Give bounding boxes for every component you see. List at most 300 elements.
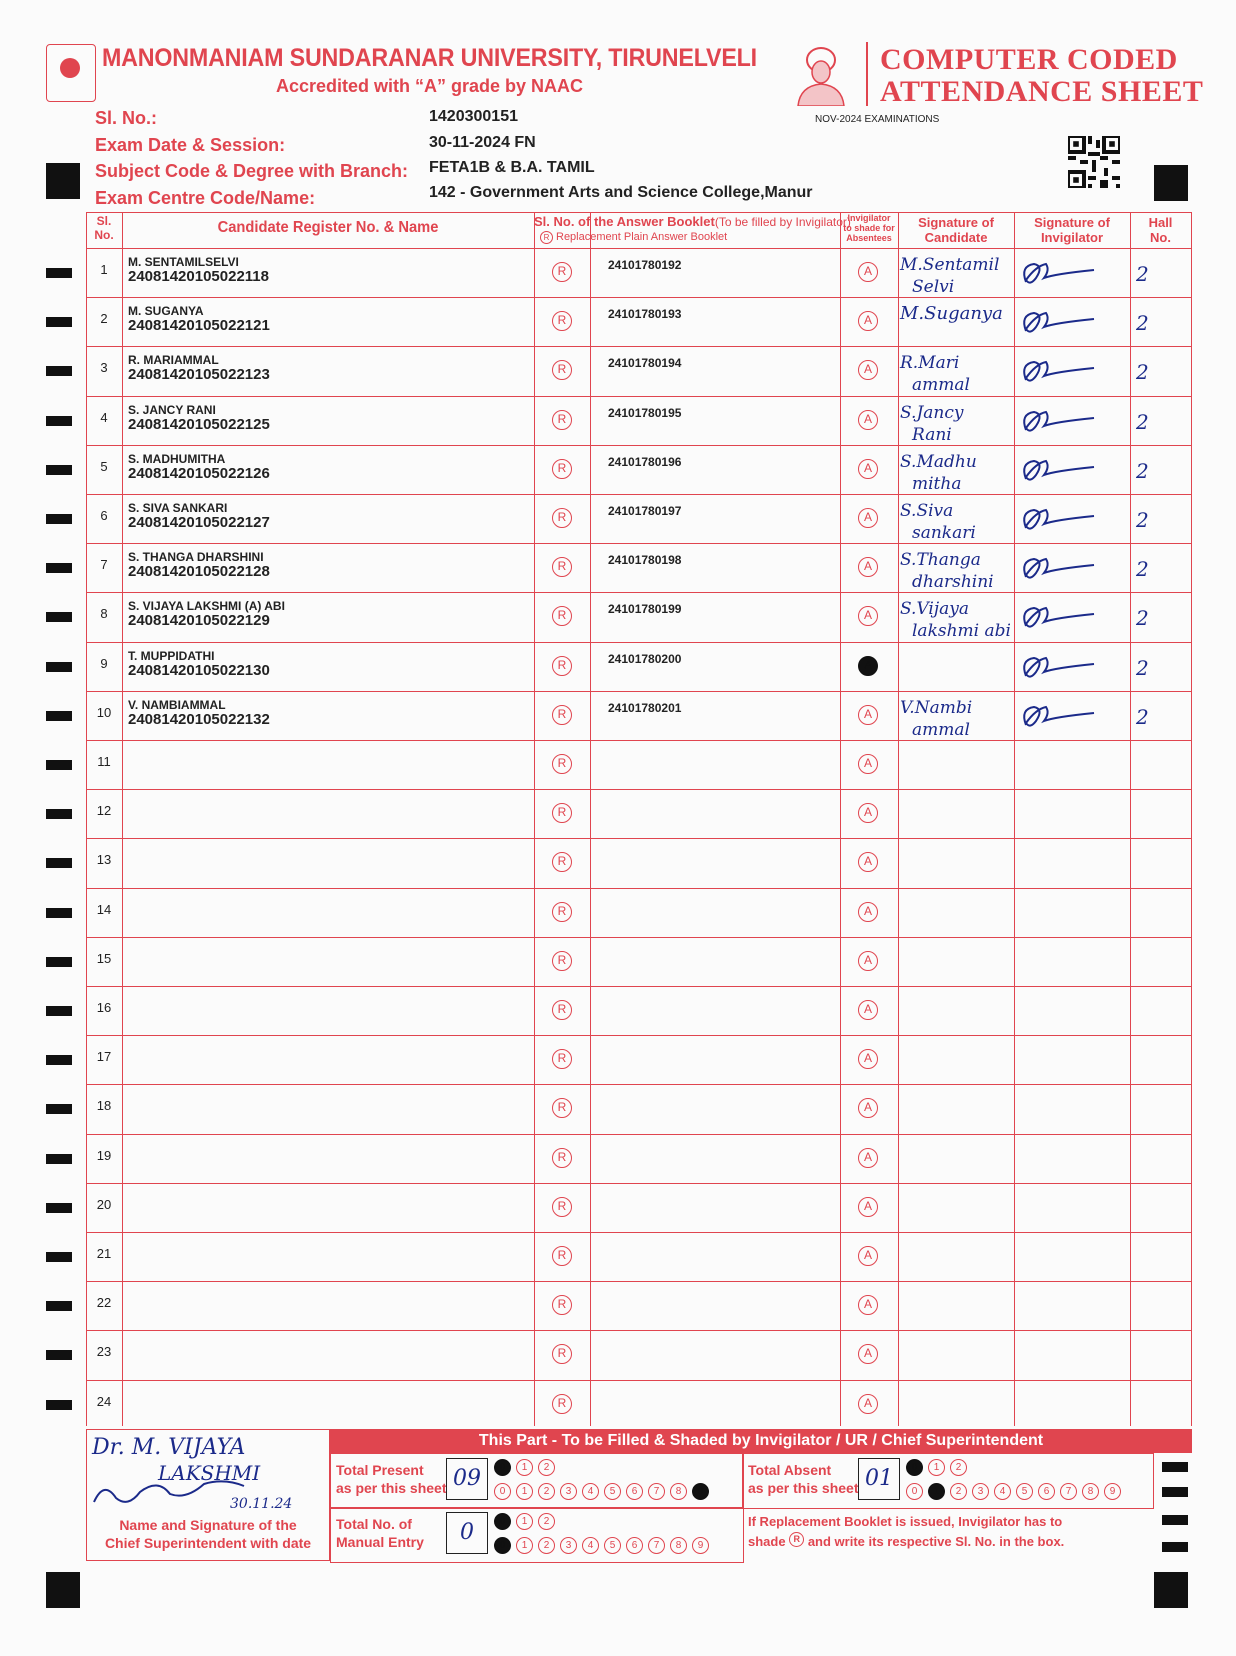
booklet-number[interactable]: 24101780199	[608, 602, 682, 617]
row-serial: 2	[100, 311, 108, 327]
replacement-bubble[interactable]: R	[552, 1148, 572, 1168]
candidate-signature	[898, 791, 1010, 837]
invigilator-initials	[1008, 447, 1118, 493]
invigilator-signature	[1008, 299, 1118, 345]
replacement-bubble[interactable]: R	[552, 360, 572, 380]
replacement-bubble[interactable]: R	[552, 606, 572, 626]
total-absent-tens-bubbles[interactable]	[906, 1459, 972, 1477]
invigilator-signature	[1008, 1185, 1118, 1231]
absent-bubble[interactable]: A	[858, 410, 878, 430]
candidate-signature	[898, 299, 1010, 345]
digit-bubble[interactable]: 5	[604, 1483, 621, 1500]
candidate-signature	[898, 1234, 1010, 1280]
replacement-bubble[interactable]: R	[552, 311, 572, 331]
replacement-bubble[interactable]: R	[552, 262, 572, 282]
absent-bubble[interactable]: A	[858, 459, 878, 479]
invigilator-initials	[1008, 398, 1118, 444]
replacement-bubble[interactable]: R	[552, 1098, 572, 1118]
signature-line-1: S.Siva	[900, 501, 954, 521]
table-row	[86, 543, 1192, 592]
replacement-bubble[interactable]: R	[552, 656, 572, 676]
timing-mark	[46, 809, 72, 819]
absent-bubble[interactable]: A	[858, 311, 878, 331]
table-row	[86, 789, 1192, 838]
digit-bubble[interactable]: 1	[516, 1483, 533, 1500]
candidate-signature	[898, 545, 1010, 591]
candidate-signature	[898, 348, 1010, 394]
digit-bubble[interactable]: 1	[516, 1513, 533, 1530]
row-serial: 23	[96, 1344, 112, 1360]
timing-mark	[46, 1252, 72, 1262]
absent-bubble[interactable]: A	[858, 902, 878, 922]
invigilator-signature	[1008, 1136, 1118, 1182]
hall-number: 2	[1136, 311, 1149, 336]
digit-bubble[interactable]: 1	[928, 1483, 945, 1500]
digit-bubble[interactable]: 7	[648, 1537, 665, 1554]
table-row	[86, 592, 1192, 641]
candidate-signature	[898, 1382, 1010, 1428]
invigilator-signature	[1008, 348, 1118, 394]
replacement-bubble[interactable]: R	[552, 705, 572, 725]
timing-mark	[1162, 1462, 1188, 1472]
replacement-bubble[interactable]: R	[552, 1246, 572, 1266]
invigilator-signature	[1008, 250, 1118, 296]
replacement-bubble[interactable]: R	[552, 951, 572, 971]
hall-number: 2	[1136, 557, 1149, 582]
candidate-name: S. VIJAYA LAKSHMI (A) ABI	[128, 599, 285, 614]
total-absent-value[interactable]: 01	[858, 1458, 900, 1500]
register-number: 24081420105022118	[128, 268, 269, 285]
candidate-name: T. MUPPIDATHI	[128, 648, 215, 663]
row-serial: 22	[96, 1295, 112, 1311]
registration-mark	[1154, 1572, 1188, 1608]
invigilator-initials	[1008, 693, 1118, 739]
digit-bubble[interactable]: 6	[1038, 1483, 1055, 1500]
register-number: 24081420105022126	[128, 464, 270, 482]
absent-bubble[interactable]: A	[858, 1197, 878, 1217]
timing-mark	[46, 1154, 72, 1164]
invigilator-initials	[1008, 348, 1118, 394]
total-present-tens-bubbles[interactable]	[494, 1459, 560, 1477]
candidate-signature	[898, 1037, 1010, 1083]
invigilator-signature	[1008, 594, 1118, 640]
invigilator-signature	[1008, 939, 1118, 985]
register-number: 24081420105022123	[128, 366, 270, 384]
candidate-signature	[898, 644, 1010, 690]
candidate-signature	[898, 594, 1010, 640]
replacement-bubble[interactable]: R	[552, 1295, 572, 1315]
timing-mark	[46, 908, 72, 918]
digit-bubble[interactable]: 6	[626, 1537, 643, 1554]
row-serial: 24	[96, 1393, 112, 1409]
col-header-hall: Hall No.	[1148, 215, 1173, 245]
digit-bubble[interactable]: 9	[1104, 1483, 1121, 1500]
digit-bubble[interactable]: 7	[1060, 1483, 1077, 1500]
manual-entry-units-bubbles[interactable]	[494, 1537, 714, 1555]
absent-bubble[interactable]: A	[858, 1246, 878, 1266]
candidate-signature	[898, 1086, 1010, 1132]
digit-bubble[interactable]: 2	[538, 1513, 555, 1530]
digit-bubble[interactable]: 4	[582, 1483, 599, 1500]
digit-bubble[interactable]: 9	[692, 1537, 709, 1554]
row-serial: 18	[96, 1098, 112, 1114]
candidate-signature	[898, 840, 1010, 886]
exam-date-value: 30-11-2024 FN	[429, 134, 536, 151]
candidate-signature	[898, 1136, 1010, 1182]
invigilator-signature	[1008, 398, 1118, 444]
digit-bubble[interactable]: 3	[560, 1537, 577, 1554]
row-serial: 10	[96, 704, 112, 720]
hall-number: 2	[1136, 606, 1149, 631]
signature-line-1: V.Nambi	[900, 697, 973, 718]
booklet-number[interactable]: 24101780200	[608, 651, 682, 666]
absent-bubble[interactable]: A	[858, 1344, 878, 1364]
table-row	[86, 248, 1192, 297]
absent-bubble[interactable]: A	[858, 803, 878, 823]
replacement-bubble[interactable]: R	[552, 1344, 572, 1364]
timing-mark	[46, 563, 72, 573]
candidate-name: M. SUGANYA	[128, 304, 204, 319]
digit-bubble[interactable]: 1	[928, 1459, 945, 1476]
digit-bubble[interactable]: 3	[972, 1483, 989, 1500]
digit-bubble[interactable]: 4	[582, 1537, 599, 1554]
registration-mark	[1154, 165, 1188, 201]
col-header-replacement: R Replacement Plain Answer Booklet	[540, 231, 760, 244]
candidate-name: S. JANCY RANI	[128, 402, 216, 417]
serial-number-label: Sl. No.:	[95, 108, 157, 128]
invigilator-signature	[1008, 545, 1118, 591]
replacement-bubble[interactable]: R	[552, 1000, 572, 1020]
absent-bubble[interactable]: A	[858, 1394, 878, 1414]
absent-bubble[interactable]: A	[858, 1000, 878, 1020]
replacement-bubble[interactable]: R	[552, 508, 572, 528]
invigilator-signature	[1008, 840, 1118, 886]
hall-number: 2	[1136, 409, 1149, 434]
register-number: 24081420105022128	[128, 563, 270, 581]
candidate-signature	[898, 1185, 1010, 1231]
qr-code-icon	[1068, 136, 1120, 188]
absent-bubble[interactable]: A	[858, 1098, 878, 1118]
digit-bubble[interactable]: 2	[538, 1537, 555, 1554]
digit-bubble[interactable]: 1	[516, 1537, 533, 1554]
table-row	[86, 740, 1192, 789]
replacement-note: If Replacement Booklet is issued, Invigilator has to shade R and write its respective Sl. No. in the box.	[748, 1514, 1065, 1549]
col-header-booklet: Sl. No. of the Answer Booklet(To be filled by Invigilator)	[534, 214, 851, 229]
row-serial: 17	[96, 1049, 112, 1065]
hall-number: 2	[1136, 655, 1149, 680]
digit-bubble[interactable]: 5	[604, 1537, 621, 1554]
founder-portrait-icon	[792, 44, 850, 106]
total-present-label: Total Present as per this sheet	[336, 1462, 447, 1496]
col-header-invigilator-signature: Signature of Invigilator	[1034, 215, 1110, 245]
booklet-number[interactable]: 24101780195	[608, 405, 682, 420]
register-number: 24081420105022129	[128, 612, 270, 630]
absent-bubble[interactable]: A	[858, 1148, 878, 1168]
timing-mark	[46, 711, 72, 721]
timing-mark	[46, 612, 72, 622]
row-serial: 12	[96, 803, 112, 819]
row-serial: 5	[100, 458, 108, 474]
replacement-bubble[interactable]: R	[552, 557, 572, 577]
registration-mark	[46, 163, 80, 199]
table-row	[86, 986, 1192, 1035]
timing-mark	[1162, 1515, 1188, 1525]
signature-line-1: S.Jancy	[900, 402, 964, 423]
timing-mark	[46, 514, 72, 524]
digit-bubble[interactable]: 4	[994, 1483, 1011, 1500]
absent-bubble[interactable]: A	[858, 754, 878, 774]
total-present-value[interactable]: 09	[446, 1458, 488, 1500]
absent-bubble[interactable]: A	[858, 1049, 878, 1069]
invigilator-signature	[1008, 988, 1118, 1034]
register-number: 24081420105022121	[128, 317, 270, 335]
timing-mark	[46, 1203, 72, 1213]
replacement-bubble[interactable]: R	[552, 803, 572, 823]
manual-entry-label: Total No. of Manual Entry	[336, 1516, 424, 1550]
booklet-number[interactable]: 24101780201	[608, 700, 682, 715]
absent-bubble[interactable]: A	[858, 360, 878, 380]
signature-line-2: lakshmi abi	[912, 621, 1010, 641]
svg-text:LAKSHMI: LAKSHMI	[158, 1461, 261, 1485]
table-row	[86, 1134, 1192, 1183]
invigilator-signature	[1008, 644, 1118, 690]
signature-line-1: M.Suganya	[900, 303, 1003, 325]
row-serial: 3	[100, 360, 108, 376]
hall-number: 2	[1136, 360, 1149, 385]
digit-bubble[interactable]: 6	[626, 1483, 643, 1500]
absent-bubble[interactable]: A	[858, 262, 878, 282]
table-row	[86, 1183, 1192, 1232]
total-absent-label: Total Absent as per this sheet	[748, 1462, 859, 1496]
timing-mark	[46, 465, 72, 475]
header-divider	[866, 42, 868, 106]
invigilator-signature	[1008, 1382, 1118, 1428]
timing-mark	[46, 1006, 72, 1016]
row-serial: 14	[96, 901, 112, 917]
digit-bubble[interactable]: 3	[560, 1483, 577, 1500]
absent-bubble[interactable]: A	[858, 557, 878, 577]
replacement-bubble[interactable]: R	[552, 852, 572, 872]
hall-number: 2	[1136, 262, 1149, 286]
candidate-signature	[898, 1283, 1010, 1329]
digit-bubble[interactable]: 0	[494, 1513, 511, 1530]
hall-number: 2	[1136, 458, 1149, 483]
invigilator-signature	[1008, 742, 1118, 788]
signature-line-2: mitha	[912, 473, 962, 493]
candidate-signature	[898, 693, 1010, 739]
table-row	[86, 1330, 1192, 1379]
register-number: 24081420105022132	[128, 710, 270, 728]
registration-mark	[46, 1572, 80, 1608]
timing-mark	[1162, 1487, 1188, 1497]
candidate-name: S. SIVA SANKARI	[128, 501, 228, 515]
register-number: 24081420105022127	[128, 514, 270, 531]
invigilator-signature	[1008, 1086, 1118, 1132]
digit-bubble[interactable]: 0	[494, 1459, 511, 1476]
manual-entry-value[interactable]: 0	[446, 1512, 488, 1554]
col-header-absent: Invigilator to shade for Absentees	[843, 213, 895, 243]
digit-bubble[interactable]: 8	[670, 1537, 687, 1554]
table-row	[86, 691, 1192, 740]
digit-bubble[interactable]: 0	[906, 1459, 923, 1476]
digit-bubble[interactable]: 2	[950, 1459, 967, 1476]
exam-centre-value: 142 - Government Arts and Science College,Manur	[429, 184, 813, 201]
candidate-signature	[898, 398, 1010, 444]
timing-mark	[46, 416, 72, 426]
candidate-signature	[898, 447, 1010, 493]
absent-bubble[interactable]: A	[858, 1295, 878, 1315]
table-row	[86, 1035, 1192, 1084]
booklet-number[interactable]: 24101780193	[608, 307, 682, 322]
timing-mark	[1162, 1542, 1188, 1552]
digit-bubble[interactable]: 8	[1082, 1483, 1099, 1500]
timing-mark	[46, 662, 72, 672]
invigilator-signature	[1008, 447, 1118, 493]
register-number: 24081420105022125	[128, 415, 270, 433]
timing-mark	[46, 1350, 72, 1360]
digit-bubble[interactable]: 0	[906, 1483, 923, 1500]
replacement-bubble[interactable]: R	[552, 1394, 572, 1414]
absent-bubble[interactable]: A	[858, 951, 878, 971]
subject-code-value: FETA1B & B.A. TAMIL	[429, 159, 595, 176]
chief-superintendent-label: Name and Signature of the Chief Superintendent with date	[104, 1517, 312, 1551]
table-row	[86, 838, 1192, 887]
row-serial: 9	[100, 655, 108, 671]
signature-line-2: sankari	[912, 523, 976, 542]
digit-bubble[interactable]: 7	[648, 1483, 665, 1500]
digit-bubble[interactable]: 9	[692, 1483, 709, 1500]
table-row	[86, 1084, 1192, 1133]
candidate-signature	[898, 742, 1010, 788]
candidate-name: R. MARIAMMAL	[128, 353, 219, 368]
digit-bubble[interactable]: 0	[494, 1537, 511, 1554]
booklet-number[interactable]: 24101780196	[608, 454, 682, 469]
timing-mark	[46, 317, 72, 327]
booklet-number[interactable]: 24101780197	[608, 504, 682, 518]
table-row	[86, 888, 1192, 937]
col-header-sl: Sl. No.	[94, 214, 114, 242]
digit-bubble[interactable]: 2	[538, 1459, 555, 1476]
timing-mark	[46, 1301, 72, 1311]
total-absent-units-bubbles[interactable]	[906, 1483, 1126, 1501]
candidate-signature	[898, 890, 1010, 936]
replacement-bubble[interactable]: R	[552, 754, 572, 774]
invigilator-signature	[1008, 1234, 1118, 1280]
exam-session-label: NOV-2024 EXAMINATIONS	[815, 114, 940, 125]
svg-text:30.11.24: 30.11.24	[230, 1496, 293, 1512]
replacement-bubble[interactable]: R	[552, 410, 572, 430]
table-row	[86, 1281, 1192, 1330]
table-row	[86, 346, 1192, 395]
digit-bubble[interactable]: 2	[950, 1483, 967, 1500]
signature-line-1: S.Thanga	[900, 550, 981, 571]
manual-entry-tens-bubbles[interactable]	[494, 1513, 560, 1531]
invigilator-signature	[1008, 890, 1118, 936]
total-present-units-bubbles[interactable]	[494, 1483, 714, 1501]
booklet-number[interactable]: 24101780192	[608, 258, 682, 272]
replacement-bubble[interactable]: R	[552, 1197, 572, 1217]
digit-bubble[interactable]: 2	[538, 1483, 555, 1500]
candidate-signature	[898, 250, 1010, 296]
signature-line-2: Selvi	[912, 277, 955, 296]
timing-mark	[46, 268, 72, 278]
row-serial: 4	[100, 409, 108, 425]
university-logo	[46, 44, 96, 102]
signature-line-1: S.Madhu	[900, 451, 977, 472]
absent-bubble[interactable]: A	[858, 705, 878, 725]
booklet-number[interactable]: 24101780198	[608, 553, 682, 568]
signature-line-1: M.Sentamil	[900, 255, 1000, 275]
candidate-name: S. MADHUMITHA	[128, 451, 226, 466]
col-header-candidate: Candidate Register No. & Name	[217, 219, 439, 236]
digit-bubble[interactable]: 5	[1016, 1483, 1033, 1500]
absent-bubble[interactable]: A	[858, 852, 878, 872]
digit-bubble[interactable]: 1	[516, 1459, 533, 1476]
university-name: MANONMANIAM SUNDARANAR UNIVERSITY, TIRUNELVELI	[102, 44, 757, 72]
invigilator-initials	[1008, 594, 1118, 640]
row-serial: 13	[96, 852, 112, 868]
register-number: 24081420105022130	[128, 661, 270, 679]
signature-line-2: Rani	[912, 424, 952, 444]
timing-mark	[46, 1400, 72, 1410]
invigilator-signature	[1008, 1332, 1118, 1378]
invigilator-initials	[1008, 644, 1118, 690]
timing-mark	[46, 760, 72, 770]
absent-bubble[interactable]: A	[858, 508, 878, 528]
signature-line-2: dharshini	[912, 572, 994, 592]
candidate-signature	[898, 1332, 1010, 1378]
row-serial: 16	[96, 1000, 112, 1015]
invigilator-initials	[1008, 545, 1118, 591]
table-row	[86, 1380, 1192, 1429]
replacement-bubble[interactable]: R	[552, 459, 572, 479]
digit-bubble[interactable]: 0	[494, 1483, 511, 1500]
table-row	[86, 1232, 1192, 1281]
row-serial: 11	[97, 754, 111, 769]
hall-number: 2	[1136, 508, 1149, 532]
candidate-signature	[898, 939, 1010, 985]
serial-number-value: 1420300151	[429, 108, 518, 125]
accreditation-text: Accredited with “A” grade by NAAC	[276, 76, 584, 96]
row-serial: 1	[100, 262, 108, 277]
invigilator-signature	[1008, 496, 1118, 542]
replacement-bubble[interactable]: R	[552, 902, 572, 922]
row-serial: 8	[100, 606, 108, 622]
replacement-bubble[interactable]: R	[552, 1049, 572, 1069]
row-serial: 7	[100, 557, 108, 573]
invigilator-signature	[1008, 1037, 1118, 1083]
table-row	[86, 445, 1192, 494]
signature-line-1: S.Vijaya	[900, 599, 970, 620]
invigilator-signature	[1008, 693, 1118, 739]
digit-bubble[interactable]: 8	[670, 1483, 687, 1500]
row-serial: 19	[96, 1147, 112, 1163]
sheet-title: COMPUTER CODED ATTENDANCE SHEET	[880, 43, 1204, 108]
svg-text:Dr. M. VIJAYA: Dr. M. VIJAYA	[92, 1435, 246, 1460]
exam-centre-label: Exam Centre Code/Name:	[95, 188, 316, 208]
signature-line-2: ammal	[912, 375, 970, 395]
timing-mark	[46, 1104, 72, 1114]
row-serial: 20	[96, 1196, 112, 1212]
absent-bubble[interactable]: A	[858, 656, 878, 676]
absent-bubble[interactable]: A	[858, 606, 878, 626]
candidate-name: S. THANGA DHARSHINI	[128, 550, 264, 565]
table-row	[86, 642, 1192, 691]
invigilator-initials	[1008, 250, 1118, 296]
candidate-signature	[898, 988, 1010, 1034]
booklet-number[interactable]: 24101780194	[608, 356, 682, 371]
timing-mark	[46, 858, 72, 868]
